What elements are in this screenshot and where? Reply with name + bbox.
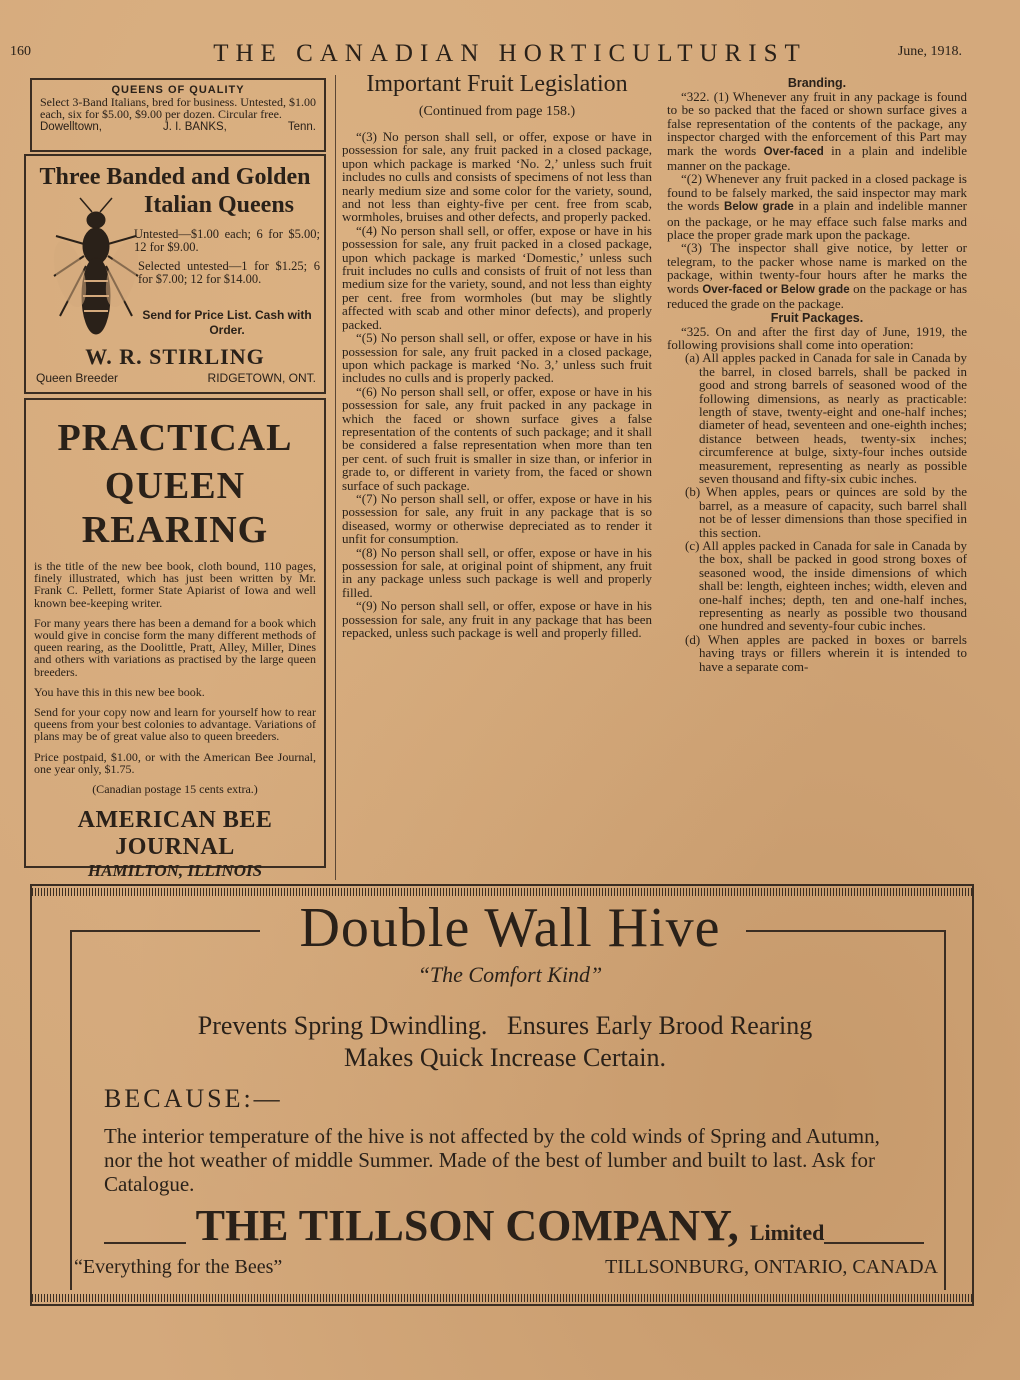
ad-benefits xyxy=(0,1010,1010,1074)
ad-footer-state: Tenn. xyxy=(287,121,316,133)
ad-footer-location: RIDGETOWN, ONT. xyxy=(207,371,316,385)
ad-paragraph: Send for your copy now and learn for yourself how to rear queens from your best colonies to advantage. Variations of plans may be of great value also to queen breeders. xyxy=(34,705,316,744)
ad-text: Select 3-Band Italians, bred for business. Untested, $1.00 each, six for $5.00, $9.00 per dozen. Circular free. xyxy=(40,95,316,121)
ad-footer xyxy=(32,121,324,133)
continued-note: (Continued from page 158.) xyxy=(418,104,576,119)
ad-paragraph: You have this in this new bee book. xyxy=(34,684,205,699)
bold-term: Below grade xyxy=(724,201,794,214)
text-run: “(3) The inspector shall give notice, by letter or telegram, to the packer whose name is marked on the package, within twenty-four hours after he marks the words xyxy=(667,240,967,296)
ad-footer xyxy=(36,371,316,385)
article-paragraph: “(9) No person shall sell, or offer, expose or have in his possession for sale, any fruit in any package that has been repacked, unless such package is well and properly filled. xyxy=(342,598,652,641)
list-item: (a) All apples packed in Canada for sale in Canada by the barrel, in closed barrels, shall be packed in good and strong barrels of seasoned wood of the following dimensions, as nearly as practicable: length of stave, twenty-eight and one-half inches; diameter of head, seventeen and one-eighth inches; distance between heads, twenty-six inches; circumference at bulge, sixty-four inches outside measurement, representing as nearly as possible seven thousand and fifty-six cubic inches. xyxy=(685,350,967,486)
article-paragraph xyxy=(667,172,967,241)
section-heading-fruit-packages: Fruit Packages. xyxy=(770,310,864,325)
list-item: (c) All apples packed in Canada for sale in Canada by the box, shall be packed in good strong boxes of seasoned wood, the inside dimensions of which shall be: length, eighteen inches; width, eleven and one-half inches; depth, ten and one-half inches, representing as nearly as possible two thousand one hundred and seventy-four cubic inches. xyxy=(685,538,967,634)
text-run: in a plain and indelible manner on the package. xyxy=(667,142,967,174)
text-run: “322. (1) Whenever any fruit in any package is found to be so packed that the faced or shown surface gives a false representation of the contents of the package, any inspector charged with the enforcement of this Part may mark the words xyxy=(667,89,967,158)
advertiser-name: W. R. STIRLING xyxy=(85,344,265,369)
column-divider xyxy=(335,75,336,880)
ad-body-text: The interior temperature of the hive is not affected by the cold winds of Spring and Autumn, nor the hot weather of middle Summer. Made of the best of lumber and built to last. Ask for Catalogue. xyxy=(104,1124,880,1196)
ad-heading-line2: Italian Queens xyxy=(144,192,295,218)
ad-paragraph: (Canadian postage 15 cents extra.) xyxy=(92,782,258,797)
ad-queens-of-quality xyxy=(30,78,326,152)
company-suffix: Limited xyxy=(749,1220,825,1245)
article-column-right xyxy=(667,76,967,673)
ad-paragraph: For many years there has been a demand for a book which would give in concise form the many different methods of queen rearing, as the Doolittle, Pratt, Alley, Miller, Dines and others with variations as practised by the large queen breeders. xyxy=(34,615,316,679)
article-paragraph: “(4) No person shall sell, or offer, expose or have in his possession for sale, any fruit packed in a closed package, upon which package is marked ‘Domestic,’ unless such fruit includes no culls and consists of fruit of not less than medium size for the variety, sound, and not less than eighty per cent. free from wormholes (but may be slightly affected with scab and other minor defects), and properly packed. xyxy=(342,222,652,332)
price-selected: Selected untested—1 for $1.25; 6 for $7.00; 12 for $14.00. xyxy=(138,259,320,286)
book-title-line2: QUEEN REARING xyxy=(81,465,269,551)
article-title: Important Fruit Legislation xyxy=(366,71,628,97)
publisher-location: HAMILTON, ILLINOIS xyxy=(87,861,263,881)
send-for-price-list: Send for Price List. Cash with Order. xyxy=(142,308,312,337)
company-slogan: “Everything for the Bees” xyxy=(74,1256,283,1278)
article-paragraph: “(6) No person shall sell, or offer, expose or have in his possession for sale, any fruit packed in any package in which the faced or shown surface gives a false representation of the contents of such package; and it shall be considered a false representation when more than ten per cent. of such fruit is smaller in size than, or inferior in grade to, or different in variety from, the faced or shown surface of such package. xyxy=(342,383,652,493)
page-number: 160 xyxy=(10,44,31,59)
company-name-text: THE TILLSON COMPANY, xyxy=(195,1201,739,1250)
bee-illustration-icon xyxy=(46,196,146,346)
ad-footer-advertiser: J. I. BANKS, xyxy=(162,121,227,133)
bold-term: Over-faced xyxy=(763,145,824,158)
issue-date: June, 1918. xyxy=(897,44,962,59)
decorative-stripe-bottom xyxy=(32,1294,972,1302)
company-address: TILLSONBURG, ONTARIO, CANADA xyxy=(605,1256,938,1278)
section-heading-branding: Branding. xyxy=(787,76,847,90)
benefits-line2: Makes Quick Increase Certain. xyxy=(344,1043,666,1072)
text-run: in a plain and indelible manner on the package, or he may efface such false marks and place the proper grade mark upon the package. xyxy=(667,198,967,243)
article-paragraph: “(5) No person shall sell, or offer, expose or have in his possession for sale, any fruit packed in a closed package, upon which package is marked ‘No. 3,’ unless such fruit includes no culls and is properly packed. xyxy=(342,330,652,386)
ad-footer-town: Dowelltown, xyxy=(40,121,102,133)
article-paragraph: “(7) No person shall sell, or offer, expose or have in his possession for sale, any fruit in any package that is so diseased, wormy or otherwise depreciated as to render it unfit for consumption. xyxy=(342,490,652,547)
article-paragraph: “(3) No person shall sell, or offer, expose or have in possession for sale, any fruit packed in a closed package, upon which package is marked ‘No. 2,’ unless such fruit includes no culls and consists of specimens of not less than nearly medium size and some color for the variety, sound, and not less than eighty-five per cent. free from scab, wormholes, bruises and other defects, and properly packed. xyxy=(342,129,652,225)
decorative-stripe-top xyxy=(32,888,972,896)
bold-term: Over-faced or Below grade xyxy=(702,283,850,296)
masthead-title: THE CANADIAN HORTICULTURIST xyxy=(213,40,807,67)
book-title-line1: PRACTICAL xyxy=(57,417,293,459)
article-paragraph: “(8) No person shall sell, or offer, expose or have in his possession for sale, at original point of shipment, any fruit in any package unless such package is well and properly filled. xyxy=(342,544,652,600)
price-untested: Untested—$1.00 each; 6 for $5.00; 12 for $9.00. xyxy=(134,227,320,254)
benefits-line1: Prevents Spring Dwindling. Ensures Early Brood Rearing xyxy=(197,1011,813,1040)
article-paragraph: “325. On and after the first day of June, 1919, the following provisions shall come into operation: xyxy=(667,323,967,352)
ad-headline: Double Wall Hive xyxy=(299,897,721,959)
list-item: (d) When apples are packed in boxes or barrels having trays or fillers wherein it is intended to have a separate com- xyxy=(685,631,967,674)
ad-tagline: “The Comfort Kind” xyxy=(417,962,603,987)
ad-footer-occupation: Queen Breeder xyxy=(36,371,119,385)
ad-stirling-queens xyxy=(24,154,326,394)
list-item: (b) When apples, pears or quinces are sold by the barrel, as a measure of capacity, such barrel shall not be of lesser dimensions than those specified in this section. xyxy=(685,484,967,540)
text-run: “(2) Whenever any fruit packed in a closed package is found to be falsely marked, the said inspector may mark the words xyxy=(667,171,967,214)
ad-heading-line1: Three Banded and Golden xyxy=(39,164,311,190)
ad-paragraph: Price postpaid, $1.00, or with the American Bee Journal, one year only, $1.75. xyxy=(34,749,316,776)
rule-company-right xyxy=(824,1242,924,1244)
publisher-name: AMERICAN BEE JOURNAL xyxy=(77,807,273,861)
article-paragraph xyxy=(667,90,967,172)
because-heading: BECAUSE:— xyxy=(104,1084,283,1113)
ad-paragraph: is the title of the new bee book, cloth bound, 110 pages, finely illustrated, which has just been written by Mr. Frank C. Pellett, former State Apiarist of Iowa and well known bee-keeping writer. xyxy=(34,559,316,610)
ad-practical-queen-rearing xyxy=(24,398,326,881)
article-paragraph xyxy=(667,241,967,310)
article-column-middle xyxy=(342,70,652,639)
ad-heading: QUEENS OF QUALITY xyxy=(111,84,245,96)
text-run: on the package or has reduced the grade on the package. xyxy=(667,280,967,312)
